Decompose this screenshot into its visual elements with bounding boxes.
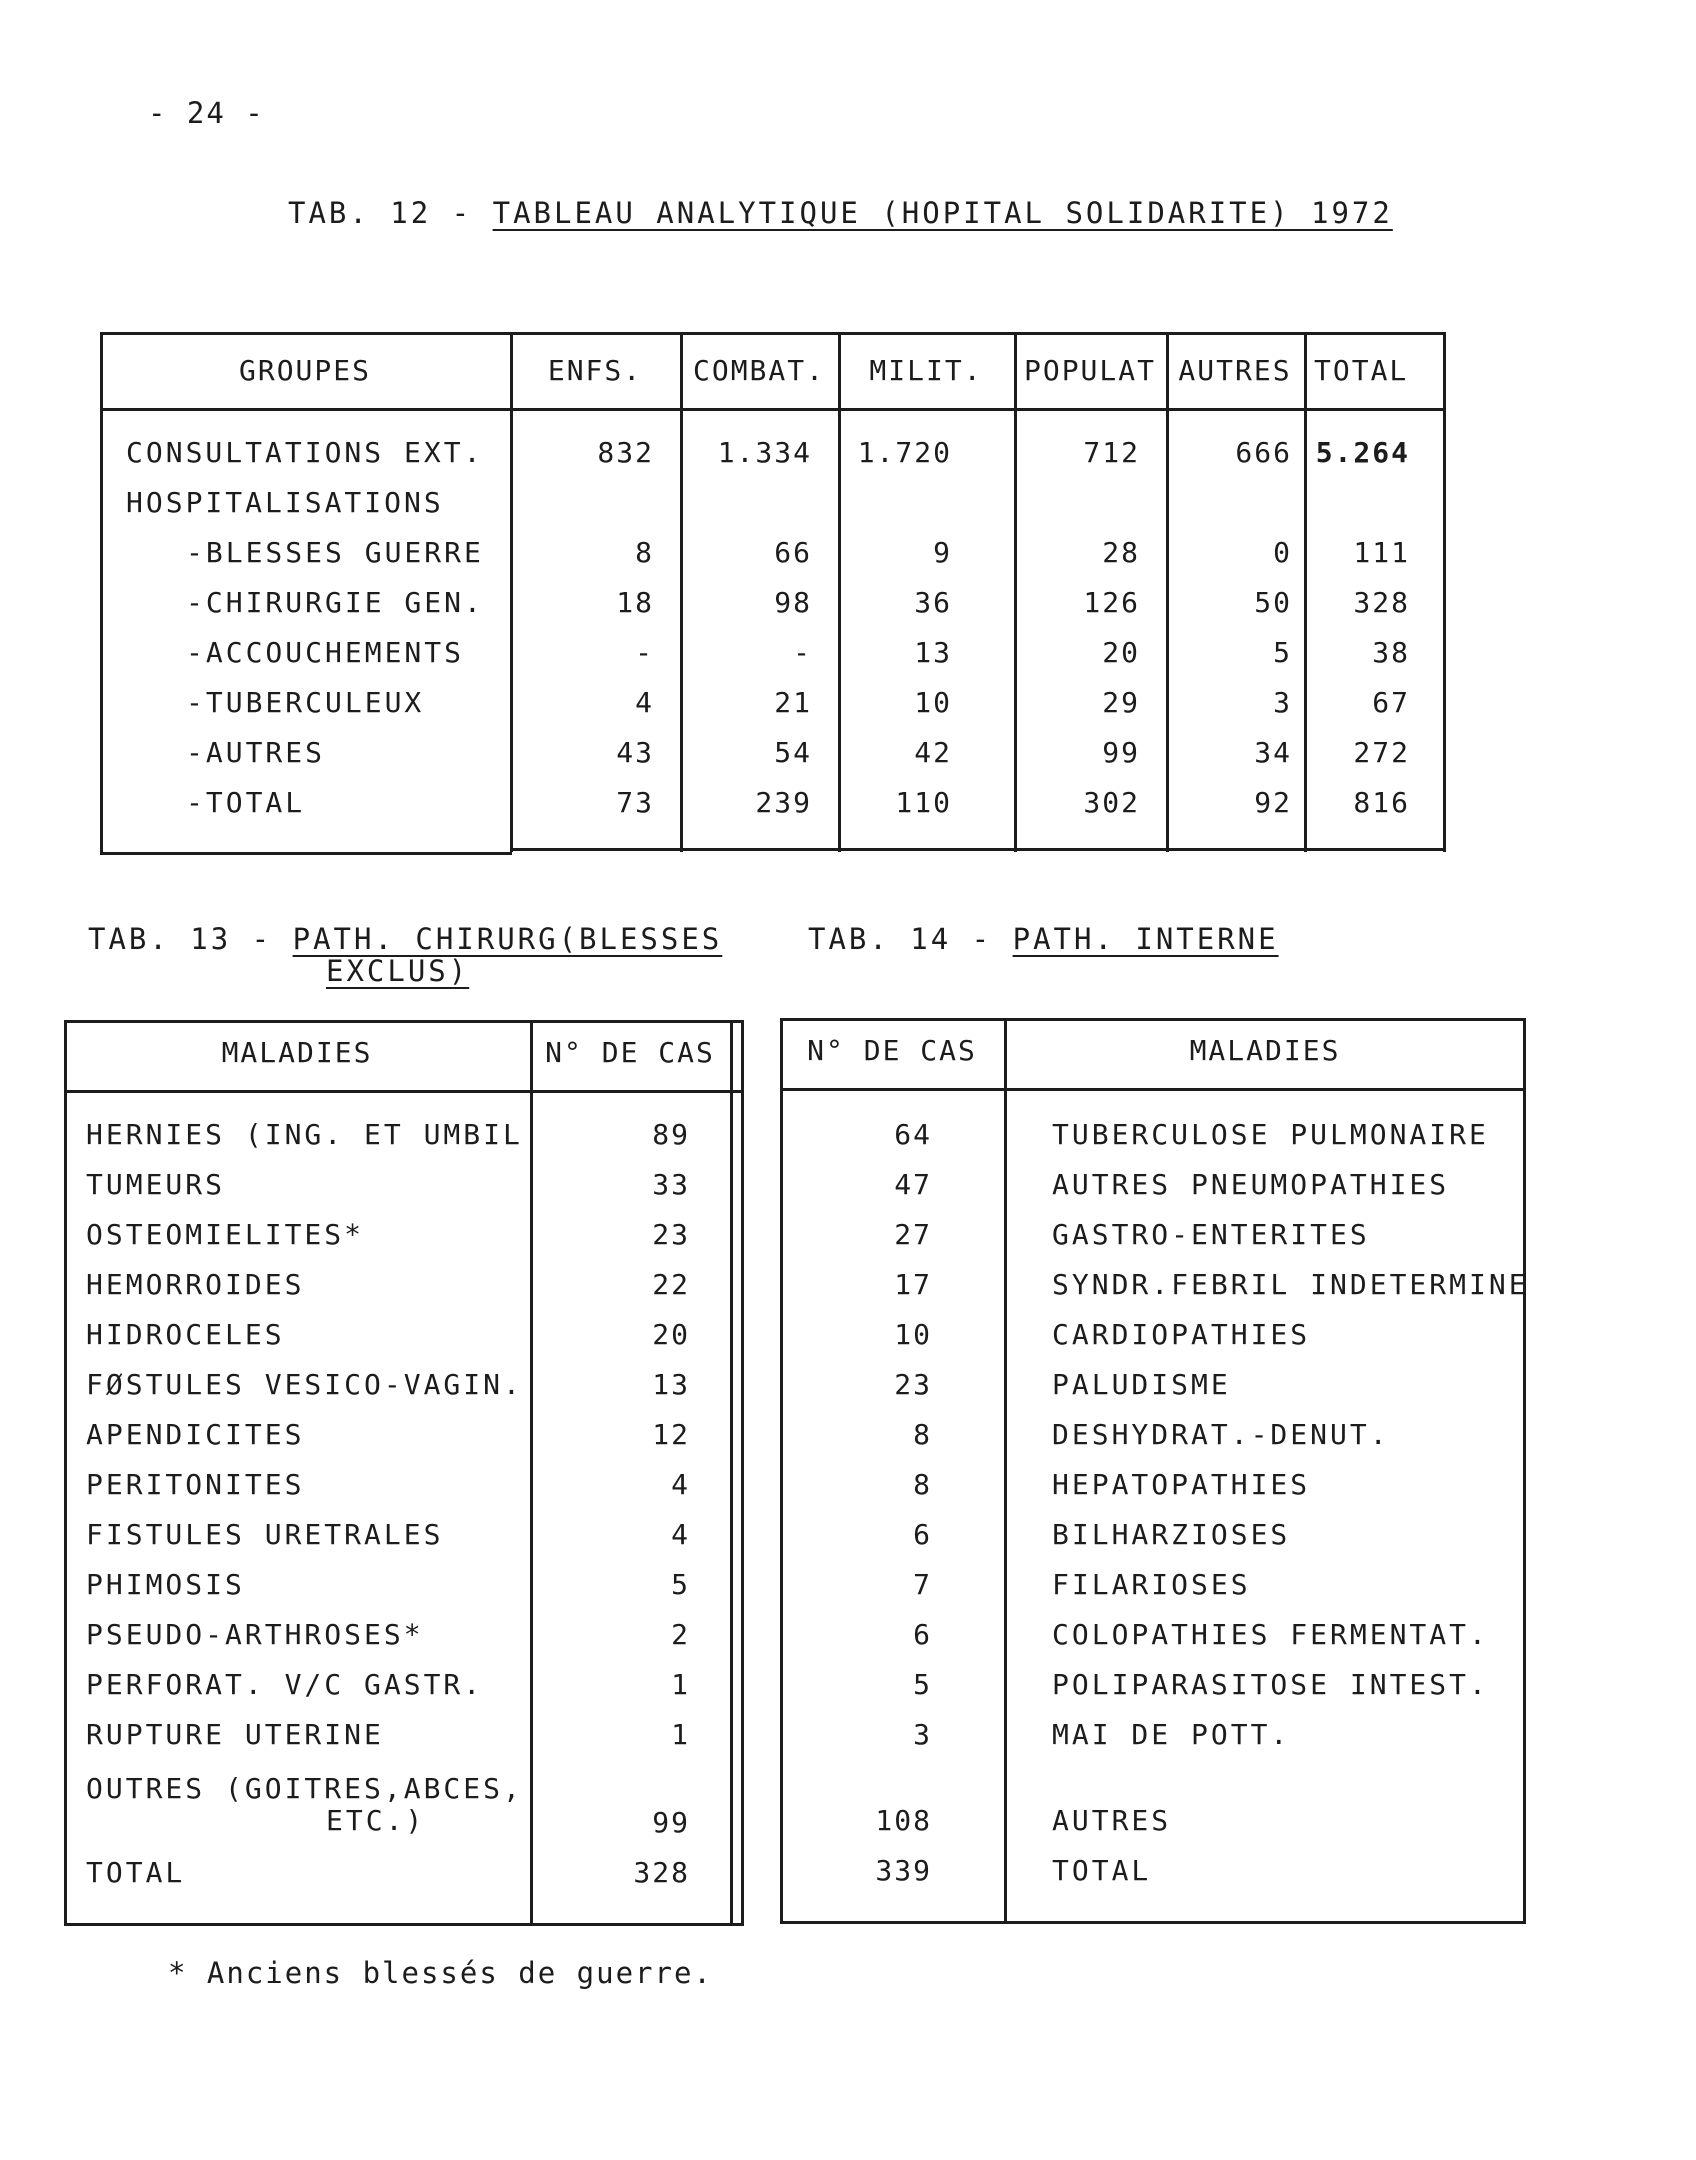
tab13-col-divider [730, 1020, 733, 1926]
tab12-cell-total: 816 [1353, 786, 1410, 819]
tab14-total-label: TOTAL [1052, 1854, 1152, 1887]
tab12-row-label: -AUTRES [186, 736, 326, 769]
tab14-row-count: 8 [913, 1418, 932, 1451]
tab13-row-count: 12 [652, 1418, 690, 1451]
tab12-cell: 712 [1083, 436, 1140, 469]
tab13-outres-count: 99 [652, 1806, 690, 1839]
tab12-cell: 92 [1254, 786, 1292, 819]
tab13-row-count: 89 [652, 1118, 690, 1151]
tab14-header-cas: N° DE CAS [807, 1034, 977, 1067]
tab12-header-rule [100, 408, 1446, 411]
tab12-row-label: -TOTAL [186, 786, 306, 819]
tab12-header-groupes: GROUPES [238, 354, 371, 387]
tab14-row-label: BILHARZIOSES [1052, 1518, 1291, 1551]
tab12-cell: - [793, 636, 812, 669]
tab13-header-cas: N° DE CAS [545, 1036, 715, 1069]
tab12-cell: 1.720 [857, 436, 952, 469]
tab14-row-count: 6 [913, 1618, 932, 1651]
tab12-cell: 66 [774, 536, 812, 569]
tab14-row-label: SYNDR.FEBRIL INDETERMINE [1052, 1268, 1529, 1301]
tab14-table [780, 1018, 1529, 1924]
tab13-outres-label: OUTRES (GOITRES,ABCES, [86, 1772, 523, 1805]
tab12-row-label: CONSULTATIONS EXT. [126, 436, 484, 469]
tab13-row-count: 4 [671, 1468, 690, 1501]
tab12-cell-total: 272 [1353, 736, 1410, 769]
tab12-cell-total: 328 [1353, 586, 1410, 619]
footnote: * Anciens blessés de guerre. [168, 1956, 713, 1990]
tab14-row-count: 8 [913, 1468, 932, 1501]
tab12-cell: 666 [1235, 436, 1292, 469]
tab12-header-combat: COMBAT. [692, 354, 825, 387]
tab14-title [808, 922, 1279, 956]
tab13-row-label: HIDROCELES [86, 1318, 285, 1351]
tab13-row-label: PHIMOSIS [86, 1568, 245, 1601]
tab13-row-count: 5 [671, 1568, 690, 1601]
tab14-row-count: 47 [894, 1168, 932, 1201]
tab13-prefix: TAB. 13 - [88, 922, 293, 956]
tab13-title-cont [326, 954, 469, 988]
tab12-cell: 29 [1102, 686, 1140, 719]
tab13-total-label: TOTAL [86, 1856, 186, 1889]
tab12-cell: 43 [616, 736, 654, 769]
tab13-title-line1: PATH. CHIRURG(BLESSES [292, 922, 723, 956]
tab12-cell: 28 [1102, 536, 1140, 569]
tab14-row-count: 108 [875, 1804, 932, 1837]
tab14-row-label: GASTRO-ENTERITES [1052, 1218, 1370, 1251]
tab12-header-populat: POPULAT [1023, 354, 1156, 387]
tab12-cell: 126 [1083, 586, 1140, 619]
tab12-cell: 302 [1083, 786, 1140, 819]
page-number: - 24 - [148, 96, 265, 130]
tab13-row-count: 22 [652, 1268, 690, 1301]
tab13-row-count: 33 [652, 1168, 690, 1201]
tab13-row-label: FØSTULES VESICO-VAGIN. [86, 1368, 523, 1401]
tab14-row-count: 7 [913, 1568, 932, 1601]
tab12-row-label: HOSPITALISATIONS [126, 486, 444, 519]
tab12-cell-total: 5.264 [1315, 436, 1410, 469]
tab14-total-count: 339 [875, 1854, 932, 1887]
tab14-row-count: 6 [913, 1518, 932, 1551]
tab12-cell: 54 [774, 736, 812, 769]
tab13-title-line2: EXCLUS) [326, 954, 470, 988]
tab14-row-label: FILARIOSES [1052, 1568, 1251, 1601]
tab12-title-text: TABLEAU ANALYTIQUE (HOPITAL SOLIDARITE) 1972 [492, 196, 1393, 230]
tab13-row-label: APENDICITES [86, 1418, 305, 1451]
tab12-cell: 73 [616, 786, 654, 819]
tab12-cell: 21 [774, 686, 812, 719]
tab12-row-label: -BLESSES GUERRE [186, 536, 484, 569]
tab12-cell: 20 [1102, 636, 1140, 669]
tab14-row-label: TUBERCULOSE PULMONAIRE [1052, 1118, 1489, 1151]
tab13-header-maladies: MALADIES [221, 1036, 373, 1069]
tab12-cell: 99 [1102, 736, 1140, 769]
tab14-header-rule [780, 1088, 1526, 1091]
tab12-cell: 10 [914, 686, 952, 719]
tab14-row-count: 23 [894, 1368, 932, 1401]
tab12-cell: - [635, 636, 654, 669]
tab12-cell: 9 [933, 536, 952, 569]
tab13-row-count: 2 [671, 1618, 690, 1651]
tab12-row-label: -CHIRURGIE GEN. [186, 586, 484, 619]
tab14-title-text: PATH. INTERNE [1012, 922, 1279, 956]
tab12-bottom-left-rule [100, 852, 512, 855]
tab14-row-count: 3 [913, 1718, 932, 1751]
tab12-cell: 3 [1273, 686, 1292, 719]
tab12-cell: 4 [635, 686, 654, 719]
tab13-row-label: HEMORROIDES [86, 1268, 305, 1301]
tab12-header-enfs: ENFS. [547, 354, 643, 387]
tab13-outres-label-cont: ETC.) [326, 1804, 426, 1837]
tab13-row-label: RUPTURE UTERINE [86, 1718, 384, 1751]
tab14-header-maladies: MALADIES [1189, 1034, 1341, 1067]
tab14-row-label: PALUDISME [1052, 1368, 1231, 1401]
tab13-row-label: TUMEURS [86, 1168, 226, 1201]
tab14-row-label: HEPATOPATHIES [1052, 1468, 1311, 1501]
tab14-row-label: MAI DE POTT. [1052, 1718, 1291, 1751]
tab14-row-label: COLOPATHIES FERMENTAT. [1052, 1618, 1489, 1651]
tab14-row-count: 17 [894, 1268, 932, 1301]
tab12-cell: 0 [1273, 536, 1292, 569]
tab12-header-autres: AUTRES [1178, 354, 1292, 387]
tab12-cell: 42 [914, 736, 952, 769]
tab12-cell: 13 [914, 636, 952, 669]
tab12-cell: 5 [1273, 636, 1292, 669]
tab12-row-label: -ACCOUCHEMENTS [186, 636, 465, 669]
tab13-row-label: OSTEOMIELITES* [86, 1218, 365, 1251]
tab12-table [100, 332, 1446, 852]
tab13-row-count: 1 [671, 1668, 690, 1701]
tab14-col-divider [1004, 1018, 1007, 1924]
tab14-prefix: TAB. 14 - [808, 922, 1013, 956]
tab14-row-count: 10 [894, 1318, 932, 1351]
tab12-cell-total: 67 [1372, 686, 1410, 719]
tab12-cell: 34 [1254, 736, 1292, 769]
tab13-row-label: HERNIES (ING. ET UMBIL [86, 1118, 523, 1151]
tab12-prefix: TAB. 12 - [288, 196, 493, 230]
tab14-row-label: AUTRES [1052, 1804, 1172, 1837]
tab12-cell: 239 [755, 786, 812, 819]
tab12-cell: 36 [914, 586, 952, 619]
tab13-row-count: 20 [652, 1318, 690, 1351]
tab14-row-label: AUTRES PNEUMOPATHIES [1052, 1168, 1450, 1201]
tab13-table [64, 1020, 744, 1926]
tab12-cell: 50 [1254, 586, 1292, 619]
tab13-header-rule [64, 1090, 744, 1093]
tab12-cell: 110 [895, 786, 952, 819]
tab12-header-milit: MILIT. [869, 354, 983, 387]
tab13-row-count: 23 [652, 1218, 690, 1251]
tab12-cell-total: 38 [1372, 636, 1410, 669]
tab13-row-count: 1 [671, 1718, 690, 1751]
tab13-row-label: PERFORAT. V/C GASTR. [86, 1668, 484, 1701]
tab13-title [88, 922, 722, 956]
tab14-row-label: POLIPARASITOSE INTEST. [1052, 1668, 1489, 1701]
tab14-row-count: 64 [894, 1118, 932, 1151]
tab12-cell-total: 111 [1353, 536, 1410, 569]
tab13-row-count: 13 [652, 1368, 690, 1401]
tab12-header-total: TOTAL [1314, 354, 1409, 387]
tab14-row-count: 27 [894, 1218, 932, 1251]
tab14-row-count: 5 [913, 1668, 932, 1701]
tab14-row-label: CARDIOPATHIES [1052, 1318, 1311, 1351]
tab12-cell: 832 [597, 436, 654, 469]
tab12-cell: 18 [616, 586, 654, 619]
tab13-row-count: 4 [671, 1518, 690, 1551]
tab12-title [288, 196, 1393, 230]
tab12-cell: 98 [774, 586, 812, 619]
tab13-row-label: PERITONITES [86, 1468, 305, 1501]
tab13-row-label: FISTULES URETRALES [86, 1518, 444, 1551]
tab14-row-label: DESHYDRAT.-DENUT. [1052, 1418, 1390, 1451]
tab12-cell: 1.334 [717, 436, 812, 469]
tab12-row-label: -TUBERCULEUX [186, 686, 425, 719]
tab12-cell: 8 [635, 536, 654, 569]
tab13-total-count: 328 [633, 1856, 690, 1889]
tab13-row-label: PSEUDO-ARTHROSES* [86, 1618, 424, 1651]
